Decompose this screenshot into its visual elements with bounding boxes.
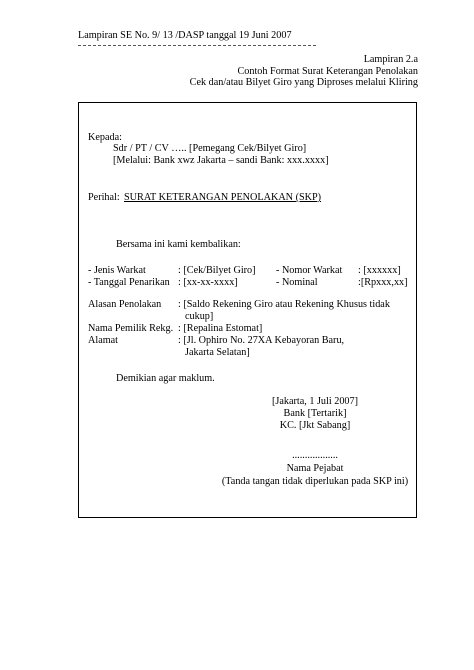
attachment-title-line2: Cek dan/atau Bilyet Giro yang Diproses melalui Kliring	[189, 77, 418, 88]
sign-note: (Tanda tangan tidak diperlukan pada SKP ini)	[221, 476, 409, 487]
pemilik-value: : [Repalina Estomat]	[178, 323, 263, 334]
sign-bank: Bank [Tertarik]	[283, 408, 347, 419]
nomor-warkat-label: - Nomor Warkat	[276, 265, 343, 276]
tanggal-penarikan-value: : [xx-xx-xxxx]	[178, 277, 238, 288]
recipient-line2: [Melalui: Bank xwz Jakarta – sandi Bank: xxx.xxxx]	[113, 155, 329, 166]
alamat-value-line1: : [Jl. Ophiro No. 27XA Kebayoran Baru,	[178, 335, 345, 346]
pemilik-label: Nama Pemilik Rekg.	[88, 323, 174, 334]
header-divider	[78, 45, 316, 46]
recipient-label: Kepada:	[88, 132, 122, 143]
alamat-value-line2: Jakarta Selatan]	[185, 347, 250, 358]
jenis-warkat-label: - Jenis Warkat	[88, 265, 146, 276]
closing-text: Demikian agar maklum.	[116, 373, 215, 384]
intro-text: Bersama ini kami kembalikan:	[116, 239, 241, 250]
alasan-value-line2: cukup]	[185, 311, 214, 322]
nomor-warkat-value: : [xxxxxx]	[358, 265, 401, 276]
attachment-label: Lampiran 2.a	[363, 54, 418, 65]
sign-place-date: [Jakarta, 1 Juli 2007]	[271, 396, 358, 407]
nominal-label: - Nominal	[276, 277, 318, 288]
alamat-label: Alamat	[88, 335, 118, 346]
nominal-value: :[Rpxxx,xx]	[358, 277, 408, 288]
header-reference: Lampiran SE No. 9/ 13 /DASP tanggal 19 Juni 2007	[78, 30, 292, 41]
alasan-value-line1: : [Saldo Rekening Giro atau Rekening Khusus tidak	[178, 299, 390, 310]
sign-dots: ..................	[292, 450, 338, 461]
sign-branch: KC. [Jkt Sabang]	[279, 420, 351, 431]
subject-value: SURAT KETERANGAN PENOLAKAN (SKP)	[124, 192, 322, 203]
jenis-warkat-value: : [Cek/Bilyet Giro]	[178, 265, 256, 276]
alasan-label: Alasan Penolakan	[88, 299, 162, 310]
recipient-line1: Sdr / PT / CV ….. [Pemegang Cek/Bilyet Giro]	[113, 143, 307, 154]
tanggal-penarikan-label: - Tanggal Penarikan	[88, 277, 170, 288]
sign-name: Nama Pejabat	[286, 463, 344, 474]
subject-label: Perihal:	[88, 192, 120, 203]
attachment-title-line1: Contoh Format Surat Keterangan Penolakan	[237, 66, 418, 77]
